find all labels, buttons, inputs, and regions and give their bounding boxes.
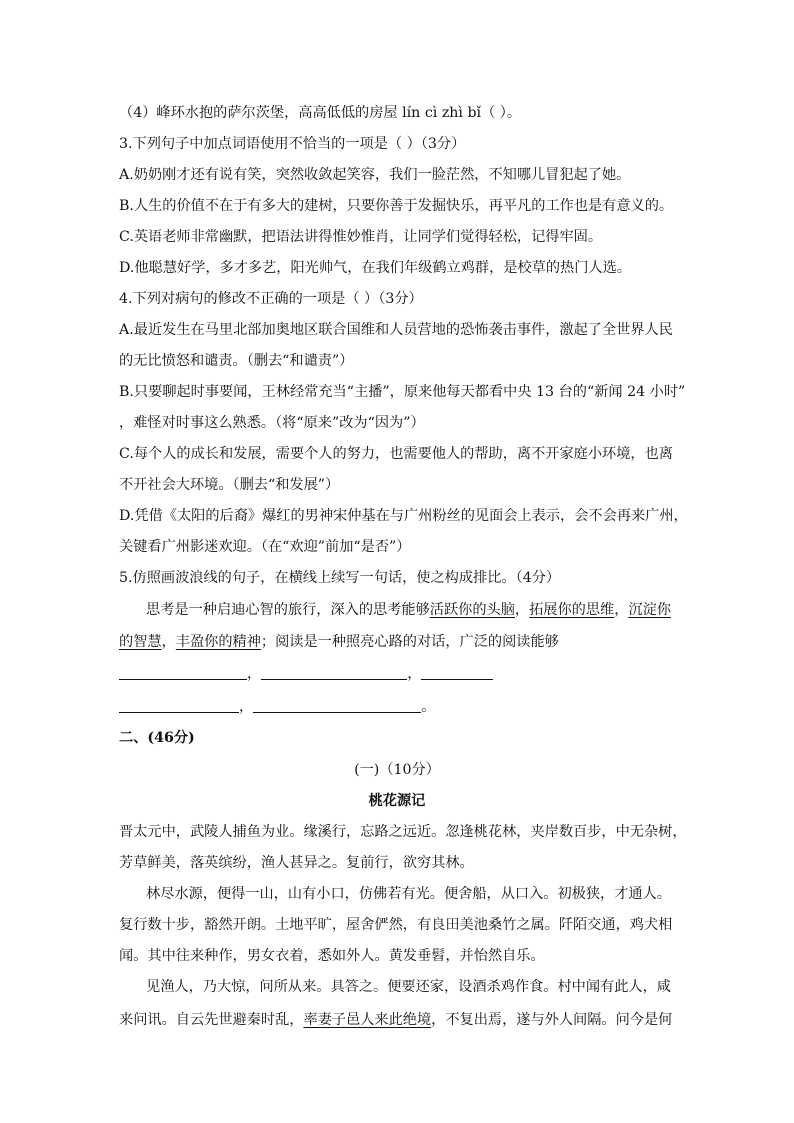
q3-option-b: B.人生的价值不在于有多大的建树，只要你善于发掘快乐，再平凡的工作也是有意义的。 xyxy=(119,198,674,214)
section-two-heading: 二、(46分) xyxy=(119,730,195,746)
answer-blank[interactable] xyxy=(261,665,407,680)
passage-line: 芳草鲜美，落英缤纷，渔人甚异之。复前行，欲穷其林。 xyxy=(119,855,474,871)
q5-passage-line1 xyxy=(146,600,671,620)
q5-text: ；阅读是一种照亮心路的对话，广泛的阅读能够 xyxy=(260,634,559,650)
q5-wavy-phrase: 的智慧 xyxy=(119,634,162,650)
passage-underlined-phrase: 率妻子邑人来此绝境 xyxy=(303,1012,432,1028)
q5-sep: ， xyxy=(161,634,176,650)
passage-line: 闻。其中往来种作，男女衣着，悉如外人。黄发垂髫，并怡然自乐。 xyxy=(119,948,545,964)
q5-comma: ， xyxy=(239,699,254,715)
q5-wavy-phrase: 沉淀你 xyxy=(628,602,672,618)
passage-title: 桃花源记 xyxy=(368,793,426,809)
q4-option-a-line1: A.最近发生在马里北部加奥地区联合国维和人员营地的恐怖袭击事件，激起了全世界人民 xyxy=(119,322,673,338)
answer-blank[interactable] xyxy=(119,698,239,713)
q5-answer-line1 xyxy=(119,664,493,684)
passage-line: 复行数十步，豁然开朗。土地平旷，屋舍俨然，有良田美池桑竹之属。阡陌交通，鸡犬相 xyxy=(119,917,673,933)
q5-comma: ， xyxy=(247,666,262,682)
q3-stem: 3.下列句子中加点词语使用不恰当的一项是（ ）（3分） xyxy=(119,136,466,152)
passage-line: 见渔人，乃大惊，问所从来。具答之。便要还家，设酒杀鸡作食。村中闻有此人，咸 xyxy=(146,979,671,995)
passage-line: 晋太元中，武陵人捕鱼为业。缘溪行，忘路之远近。忽逢桃花林，夹岸数百步，中无杂树， xyxy=(119,824,687,840)
passage-text: ，不复出焉，遂与外人间隔。问今是何 xyxy=(431,1012,673,1028)
q5-wavy-phrase: 丰盈你的精神 xyxy=(175,634,261,650)
answer-blank[interactable] xyxy=(119,665,247,680)
q5-wavy-phrase: 拓展你的思维 xyxy=(529,602,615,618)
q4-option-c-line1: C.每个人的成长和发展，需要个人的努力，也需要他人的帮助，离不开家庭小环境，也离 xyxy=(119,446,673,462)
passage-line: 林尽水源，便得一山，山有小口，仿佛若有光。便舍船，从口入。初极狭，才通人。 xyxy=(146,886,671,902)
q4-option-d-line1: D.凭借《太阳的后裔》爆红的男神宋仲基在与广州粉丝的见面会上表示，会不会再来广州， xyxy=(119,508,688,524)
q3-option-c: C.英语老师非常幽默，把语法讲得惟妙惟肖，让同学们觉得轻松，记得牢固。 xyxy=(119,229,603,245)
q4-option-b-line2: ，难怪对时事这么熟悉。（将“原来”改为“因为”） xyxy=(119,415,425,431)
passage-line xyxy=(119,1010,672,1030)
q5-wavy-phrase: 活跃你的头脑 xyxy=(429,602,515,618)
q4-option-b-line1: B.只要聊起时事要闻，王林经常充当“主播”，原来他每天都看中央 13 台的“新闻 24 小时” xyxy=(119,384,686,400)
q5-period: 。 xyxy=(421,699,436,715)
q5-answer-line2 xyxy=(119,697,435,717)
q2-item-4: （4）峰环水抱的萨尔茨堡，高高低低的房屋 lín cì zhì bǐ（ ）。 xyxy=(119,105,522,121)
section-two-subheading: (一)（10分） xyxy=(354,762,440,778)
answer-blank[interactable] xyxy=(253,698,421,713)
q5-comma: ， xyxy=(407,666,422,682)
passage-text: 来问讯。自云先世避秦时乱， xyxy=(119,1012,304,1028)
q5-text: 思考是一种启迪心智的旅行，深入的思考能够 xyxy=(146,602,430,618)
q5-sep: ， xyxy=(514,602,530,618)
q4-option-a-line2: 的无比愤怒和谴责。（删去“和谴责”） xyxy=(119,353,354,369)
q4-option-c-line2: 不开社会大环境。（删去“和发展”） xyxy=(119,477,340,493)
q5-passage-line2 xyxy=(119,632,559,652)
answer-blank[interactable] xyxy=(421,665,493,680)
q4-option-d-line2: 关键看广州影迷欢迎。（在“欢迎”前加“是否”） xyxy=(119,539,411,555)
q5-stem: 5.仿照画波浪线的句子，在横线上续写一句话，使之构成排比。（4分） xyxy=(119,570,561,586)
q5-sep: ， xyxy=(614,602,629,618)
q3-option-d: D.他聪慧好学，多才多艺，阳光帅气，在我们年级鹤立鸡群，是校草的热门人选。 xyxy=(119,260,631,276)
q3-option-a: A.奶奶刚才还有说有笑，突然收敛起笑容，我们一脸茫然，不知哪儿冒犯起了她。 xyxy=(119,167,631,183)
q4-stem: 4.下列对病句的修改不正确的一项是（ ）（3分） xyxy=(119,291,423,307)
